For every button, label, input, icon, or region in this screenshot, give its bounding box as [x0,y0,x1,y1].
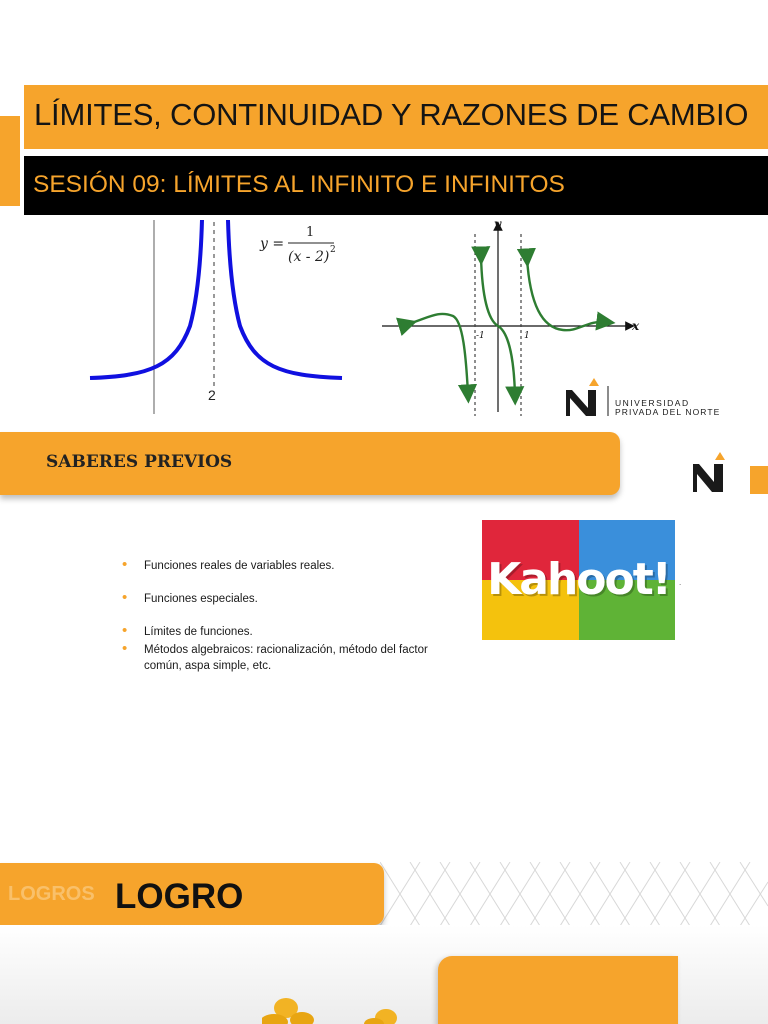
list-item: • Métodos algebraicos: racionalización, método del factor común, aspa simple, etc. [122,642,452,674]
tick-one: 1 [524,331,530,341]
slide-title: LÍMITES, CONTINUIDAD Y RAZONES DE CAMBIO [34,97,749,132]
left-accent-bar [0,116,20,206]
upn-logo [562,376,752,420]
list-item: • Funciones reales de variables reales. [122,558,452,574]
3d-figures-image [262,994,412,1024]
graph-reciprocal-square [80,216,360,416]
x-axis-label: x [632,319,640,333]
upn-logo-small [690,450,730,494]
curve-right-branch [228,220,342,378]
curve-left-branch [90,220,202,378]
curve-right-branch [527,258,606,330]
list-item: • Funciones especiales. [122,591,452,607]
saberes-heading: SABERES PREVIOS [46,452,233,472]
asymptote-label: 2 [208,387,216,403]
list-item: • Límites de funciones. [122,624,452,640]
tick-neg-one: -1 [476,331,485,341]
logo-line1: UNIVERSIDAD [615,398,690,408]
formula-denominator: (x - 2) [288,249,330,265]
session-title: SESIÓN 09: LÍMITES AL INFINITO E INFINITOS [33,171,565,198]
right-accent-bar [750,466,768,494]
y-axis-label: y [494,217,501,231]
kahoot-logo [482,520,675,640]
logo-line2: PRIVADA DEL NORTE [615,407,721,417]
formula-numerator: 1 [306,225,315,240]
kahoot-wordmark: Kahoot! [487,554,670,605]
bullet-list [122,558,452,691]
stray-dot: . [679,578,682,587]
formula-exponent: 2 [330,245,336,255]
orange-card [438,956,678,1024]
formula-lhs: y = [260,236,285,252]
logros-ghost-label: LOGROS [8,883,95,905]
logro-title: LOGRO [115,877,244,916]
decorative-lines [380,862,768,926]
